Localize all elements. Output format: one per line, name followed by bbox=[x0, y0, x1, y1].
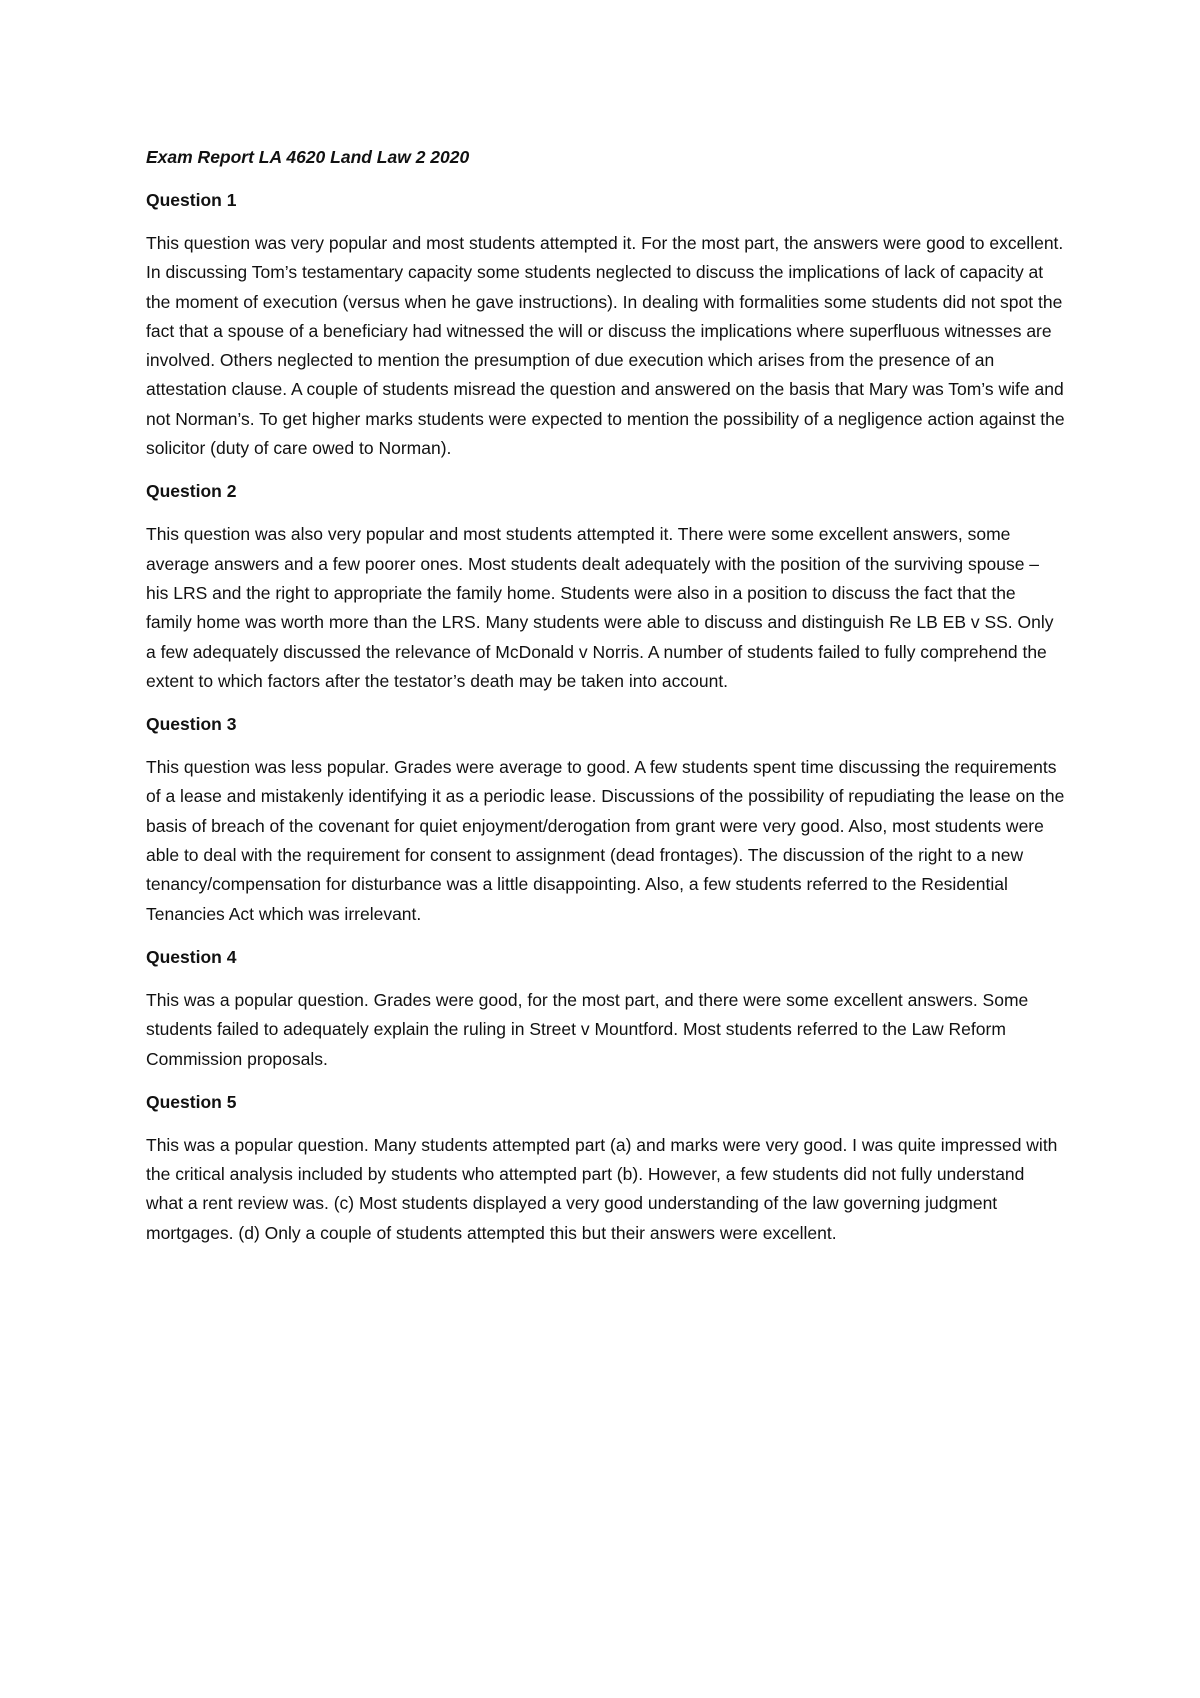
section-heading: Question 2 bbox=[146, 481, 237, 502]
section-body: This was a popular question. Many students attempted part (a) and marks were very good. I was quite impressed with the critical analysis included by students who attempted part (b). However, a few students did not fully understand what a rent review was. (c) Most students displayed a very good understanding of the law governing judgment mortgages. (d) Only a couple of students attempted this but their answers were excellent. bbox=[146, 1134, 1058, 1243]
section-heading: Question 1 bbox=[146, 190, 237, 210]
section-question-2 bbox=[146, 477, 1066, 696]
section-body: This question was less popular. Grades were average to good. A few students spent time discussing the requirements of a lease and mistakenly identifying it as a periodic lease. Discussions of the possibility of repudiating the lease on the basis of breach of the covenant for quiet enjoyment/derogation from grant were very good. Also, most students were able to deal with the requirement for consent to assignment (dead frontages). The discussion of the right to a new tenancy/compensation for disturbance was a little disappointing. Also, a few students referred to the Residential Tenancies Act which was irrelevant. bbox=[146, 757, 1065, 924]
section-question-4 bbox=[146, 943, 1066, 1074]
section-question-5 bbox=[146, 1088, 1066, 1248]
section-heading: Question 5 bbox=[146, 1091, 237, 1112]
section-heading: Question 4 bbox=[146, 946, 237, 967]
section-body: This question was also very popular and most students attempted it. There were some excellent answers, some average answers and a few poorer ones. Most students dealt adequately with the position of the surviving spouse – his LRS and the right to appropriate the family home. Students were also in a position to discuss the fact that the family home was worth more than the LRS. Many students were able to discuss and distinguish Re LB EB v SS. Only a few adequately discussed the relevance of McDonald v Norris. A number of students failed to fully comprehend the extent to which factors after the testator’s death may be taken into account. bbox=[146, 524, 1054, 691]
section-question-1 bbox=[146, 186, 1066, 463]
section-body: This was a popular question. Grades were good, for the most part, and there were some excellent answers. Some students failed to adequately explain the ruling in Street v Mountford. Most students referred to the Law Reform Commission proposals. bbox=[146, 989, 1029, 1069]
section-body: This question was very popular and most students attempted it. For the most part, the answers were good to excellent. In discussing Tom’s testamentary capacity some students neglected to discuss the implications of lack of capacity at the moment of execution (versus when he gave instructions). In dealing with formalities some students did not spot the fact that a spouse of a beneficiary had witnessed the will or discuss the implications where superfluous witnesses are involved. Others neglected to mention the presumption of due execution which arises from the presence of an attestation clause. A couple of students misread the question and answered on the basis that Mary was Tom’s wife and not Norman’s. To get higher marks students were expected to mention the possibility of a negligence action against the solicitor (duty of care owed to Norman). bbox=[146, 233, 1065, 459]
section-question-3 bbox=[146, 710, 1066, 929]
document-content bbox=[146, 143, 1066, 1262]
section-heading: Question 3 bbox=[146, 714, 237, 735]
document-title: Exam Report LA 4620 Land Law 2 2020 bbox=[146, 147, 470, 167]
